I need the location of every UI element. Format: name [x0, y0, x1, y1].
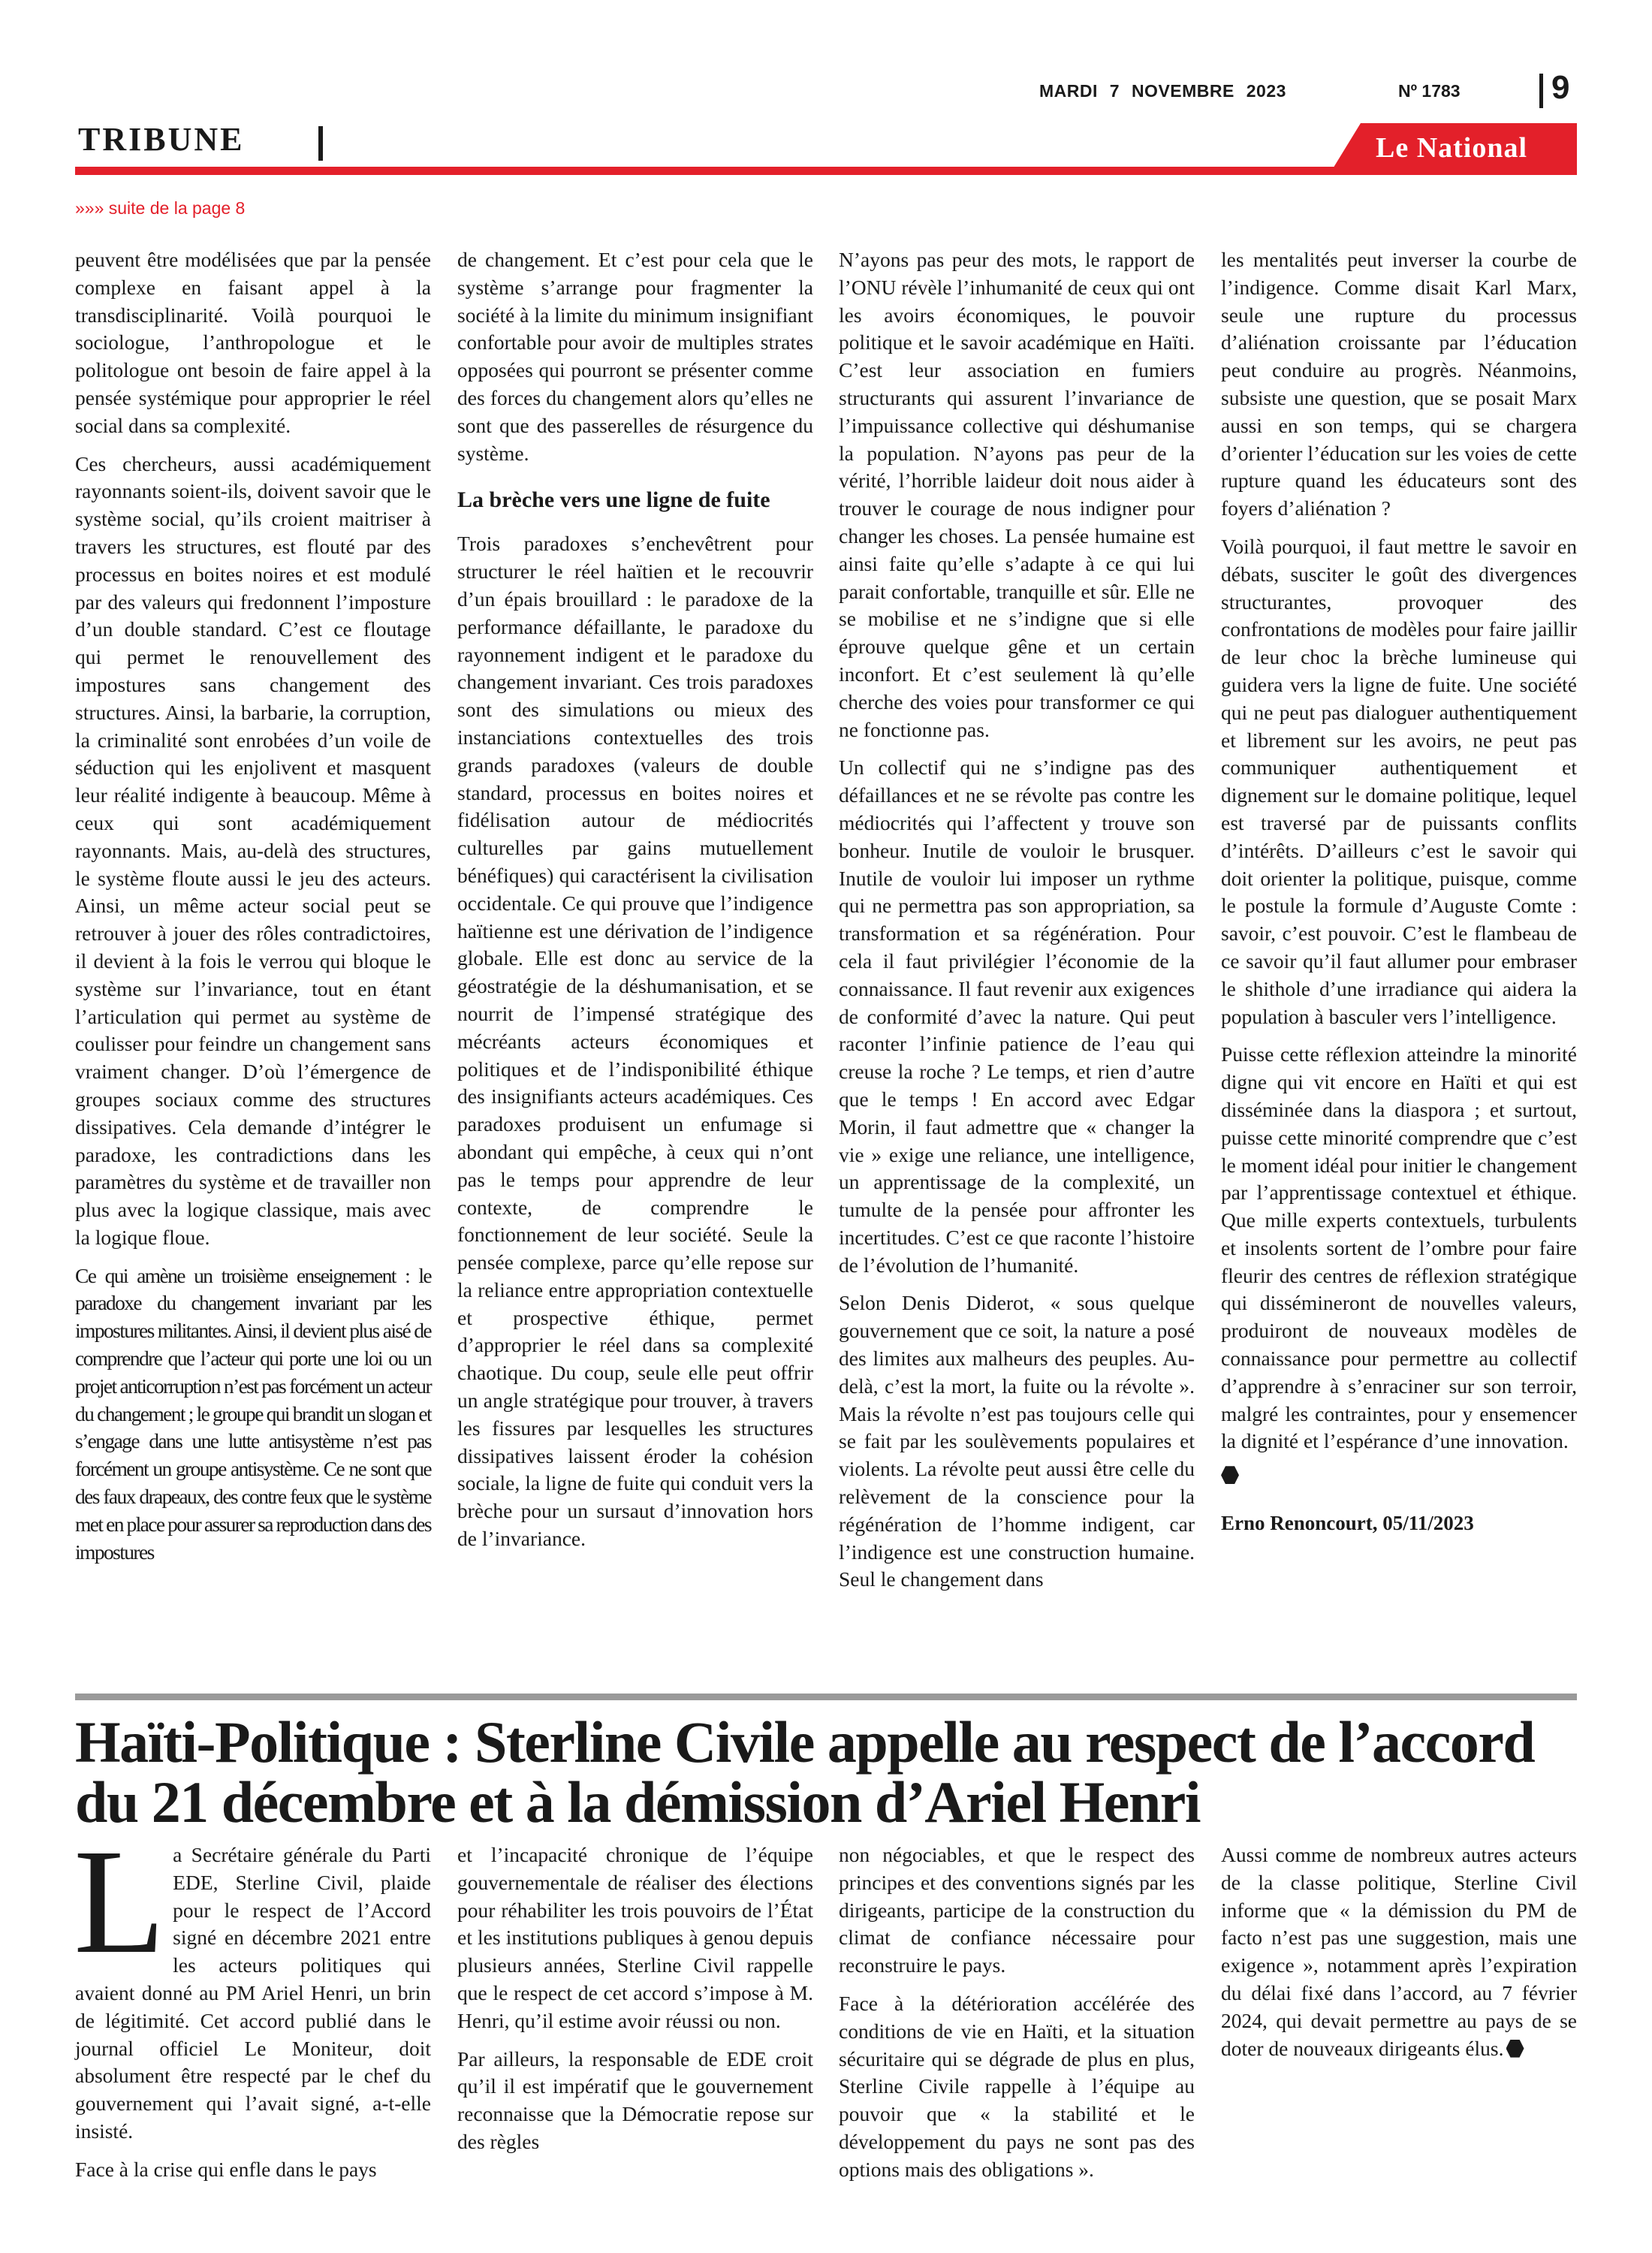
- paragraph: [74, 1819, 431, 2146]
- tribune-column-2: [457, 246, 813, 1564]
- end-of-article-icon: [1221, 1466, 1239, 1484]
- section-title: TRIBUNE: [78, 121, 245, 158]
- paragraph: Face à la crise qui enfle dans le pays: [75, 2157, 377, 2181]
- paragraph-text: a Secrétaire générale du Parti EDE, Sterline Civil, plaide pour le respect de l’Accord signé en décembre 2021 entre les acteurs politiques qui avaient donné au PM Ariel Henri, un brin de légitimité. Cet accord publié dans le journal officiel Le Moniteur, doit absolument être respecté par le chef du gouvernement qui l’avait signé, a-t-elle insisté.: [75, 1843, 431, 2143]
- paragraph: les mentalités peut inverser la courbe de l’indigence. Comme disait Karl Marx, seule une rupture du processus d’aliénation croissante par l’éducation peut conduire au progrès. Néanmoins, subsiste une question, que se posait Marx aussi en son temps, qui se chargera d’orienter l’éducation sur les voies de cette rupture quand les éducateurs sont des foyers d’aliénation ?: [1221, 248, 1577, 520]
- paragraph: et l’incapacité chronique de l’équipe gouvernementale de réaliser des élections pour réhabiliter les trois pouvoirs de l’État et les institutions publiques à genou depuis plusieurs années, Sterline Civil rappelle que le respect de cet accord s’impose à M. Henri, qu’il estime avoir réussi ou non.: [457, 1843, 813, 2032]
- paragraph: Puisse cette réflexion atteindre la minorité digne qui vit encore en Haïti et qui est disséminée dans la diaspora ; et surtout, puisse cette minorité comprendre que c’est le moment idéal pour initier le changement par l’apprentissage contextuel et éthique. Que mille experts contextuels, turbulents et insolents sortent de l’ombre pour faire fleurir des centres de réflexion stratégique qui dissémineront de nouvelles valeurs, produiront de nouveaux modèles de connaissance pour permettre au collectif d’apprendre à s’enraciner sur son terroir, malgré les contraintes, pour y ensemencer la dignité et l’espérance d’une innovation.: [1221, 1042, 1577, 1453]
- section-divider: [318, 126, 323, 161]
- paragraph: Ce qui amène un troisième enseignement : le paradoxe du changement invariant par les impostures militantes. Ainsi, il devient plus aisé de comprendre que l’acteur qui porte une loi ou un projet anticorruption n’est pas forcément un acteur du changement ; le groupe qui brandit un slogan et s’engage dans une lutte antisystème n’est pas forcément un groupe antisystème. Ce ne sont que des faux drapeaux, des contre feux que le système met en place pour assurer sa reproduction dans des impostures: [75, 1263, 431, 1564]
- paragraph: Ces chercheurs, aussi académiquement rayonnants soient-ils, doivent savoir que le système social, qu’ils croient maitriser à travers les structures, est flouté par des processus en boites noires et est modulé par des valeurs qui fredonnent l’imposture d’un double standard. C’est ce floutage qui permet le renouvellement des impostures sans changement des structures. Ainsi, la barbarie, la corruption, la criminalité sont enrobées d’un voile de séduction qui les enjolivent et masquent leur réalité indigente à beaucoup. Même à ceux qui sont académiquement rayonnants. Mais, au-delà des structures, le système floute aussi le jeu des acteurs. Ainsi, un même acteur social peut se retrouver à jouer des rôles contradictoires, il devient à la fois le verrou qui bloque le système sur l’invariance, tout en étant l’articulation qui permet au système de coulisser pour feindre un changement sans vraiment changer. D’où l’émergence de groupes sociaux comme des structures dissipatives. Cela demande d’intégrer le paradoxe, les contradictions dans les paramètres du système et de travailler non plus avec la logique classique, mais avec la logique floue.: [75, 451, 431, 1249]
- tribune-column-4: [1221, 246, 1577, 1548]
- paragraph: Selon Denis Diderot, « sous quelque gouvernement que ce soit, la nature a posé des limites aux malheurs des peuples. Au-delà, c’est la mort, la fuite ou la révolte ». Mais la révolte n’est pas toujours celle qui se fait par les soulèvements populaires et violents. La révolte peut aussi être celle du relèvement de la conscience pour la régénération de l’homme indigent, car l’indigence est une construction humaine. Seul le changement dans: [839, 1291, 1195, 1591]
- article-column-1: [74, 1819, 431, 2194]
- subheading: La brèche vers une ligne de fuite: [457, 487, 770, 513]
- article-column-3: [839, 1841, 1195, 2194]
- paragraph: N’ayons pas peur des mots, le rapport de l’ONU révèle l’inhumanité de ceux qui ont les avoirs économiques, le pouvoir politique et le savoir académique en Haïti. C’est leur association en fumiers structurants qui assurent l’invariance de l’impuissance collective qui déshumanise la population. N’ayons pas peur de la vérité, l’horrible laideur doit nous aider à trouver le courage de nous indigner pour changer les choses. La pensée humaine est ainsi faite qu’elle s’adapte à ce qui lui parait confortable, tranquille et sûr. Elle ne se mobilise et ne s’indigne que si elle éprouve quelque gêne et un certain inconfort. Et c’est seulement là qu’elle cherche des voies pour transformer ce qui ne fonctionne pas.: [839, 248, 1195, 741]
- article-separator: [75, 1694, 1577, 1700]
- newspaper-logo: Le National: [1376, 132, 1528, 164]
- end-of-article-icon: [1506, 2040, 1524, 2058]
- paragraph: peuvent être modélisées que par la pensée complexe en faisant appel à la transdisciplinarité. Voilà pourquoi le sociologue, l’anthropologue et le politologue ont besoin de faire appel à la pensée systémique pour approprier le réel social dans sa complexité.: [75, 248, 431, 437]
- paragraph: Voilà pourquoi, il faut mettre le savoir en débats, susciter le goût des divergences structurantes, provoquer des confrontations de modèles pour faire jaillir de leur choc la brèche lumineuse qui guidera vers la ligne de fuite. Une société qui ne peut pas dialoguer authentiquement et librement sur les avoirs, ne peut pas communiquer authentiquement et dignement sur le domaine politique, lequel est traversé par de puissants conflits d’intérêts. D’ailleurs c’est le savoir qui doit orienter la politique, puisque, comme le postule la formule d’Auguste Comte : savoir, c’est pouvoir. C’est le flambeau de ce savoir qu’il faut allumer pour embraser le shithole d’une irradiance qui aidera la population à basculer vers l’intelligence.: [1221, 534, 1577, 1028]
- article-column-2: [457, 1841, 813, 2167]
- paragraph-text: Aussi comme de nombreux autres acteurs de la classe politique, Sterline Civil informe que « la démission du PM de facto n’est pas une suggestion, mais une exigence », notamment après l’expiration du délai fixé dans l’accord, au 7 février 2024, qui devait permettre au pays de se doter de nouveaux dirigeants élus.: [1221, 1843, 1577, 2060]
- paragraph: non négociables, et que le respect des principes et des conventions signés par les dirigeants, participe de la construction du climat de confiance nécessaire pour reconstruire le pays.: [839, 1843, 1195, 1977]
- article-headline: Haïti-Politique : Sterline Civile appelle au respect de l’accord du 21 décembre et à la démission d’Ariel Henri: [75, 1709, 1535, 1835]
- article-column-4: [1221, 1841, 1577, 2073]
- author-byline: Erno Renoncourt, 05/11/2023: [1221, 1512, 1474, 1535]
- page-number: 9: [1551, 69, 1570, 106]
- paragraph: [1221, 1841, 1577, 2062]
- tribune-column-3: [839, 246, 1195, 1604]
- paragraph: Par ailleurs, la responsable de EDE croit qu’il il est impératif que le gouvernement reconnaisse que la Démocratie repose sur des règles: [457, 2046, 813, 2153]
- paragraph: Face à la détérioration accélérée des conditions de vie en Haïti, et la situation sécuritaire qui se dégrade de plus en plus, Sterline Civile rappelle à l’équipe au pouvoir que « la stabilité et le développement du pays ne sont pas des options mais des obligations ».: [839, 1991, 1195, 2181]
- issue-number: Nº 1783: [1398, 81, 1461, 101]
- issue-date: MARDI 7 NOVEMBRE 2023: [1039, 81, 1286, 101]
- continued-from-link[interactable]: »»» suite de la page 8: [75, 198, 246, 218]
- tribune-column-1: [75, 246, 431, 1576]
- page-number-divider: [1539, 74, 1543, 108]
- paragraph: Un collectif qui ne s’indigne pas des défaillances et ne se révolte pas contre les médiocrités qui l’affectent y trouve son bonheur. Inutile de vouloir le brusquer. Inutile de vouloir lui imposer un rythme qui ne permettra pas son appropriation, sa transformation et sa régénération. Pour cela il faut privilégier l’économie de la connaissance. Il faut revenir aux exigences de conformité d’avec la nature. Qui peut raconter l’infinie patience de l’eau qui creuse la roche ? Le temps, et rien d’autre que le temps ! En accord avec Edgar Morin, il faut admettre que « changer la vie » exige une reliance, une intelligence, un apprentissage de la complexité, un tumulte de la pensée pour affronter les incertitudes. C’est ce que raconte l’histoire de l’évolution de l’humanité.: [839, 756, 1195, 1277]
- paragraph: Trois paradoxes s’enchevêtrent pour structurer le réel haïtien et le recouvrir d’un épais brouillard : le paradoxe de la performance défaillante, le paradoxe du rayonnement indigent et le paradoxe du changement invariant. Ces trois paradoxes sont des simulations ou mieux des instanciations contextuelles des trois grands paradoxes (valeurs de double standard, processus en boites noires et fidélisation autour de médiocrités culturelles par gains mutuellement bénéfiques) qui caractérisent la civilisation occidentale. Ce qui prouve que l’indigence haïtienne est une dérivation de l’indigence globale. Elle est donc au service de la géostratégie de la déshumanisation, et se nourrit de l’impensé stratégique des mécréants acteurs économiques et politiques et de l’indisponibilité éthique des insignifiants acteurs académiques. Ces paradoxes produisent un enfumage si abondant qui empêche, à ceux qui n’ont pas le temps pour apprendre de leur contexte, de comprendre le fonctionnement de leur société. Seule la pensée complexe, parce qu’elle repose sur la reliance entre appropriation contextuelle et prospective éthique, permet d’approprier le réel dans sa complexité chaotique. Du coup, seule elle peut offrir un angle stratégique pour trouver, à travers les fissures par lesquelles les structures dissipatives laissent éroder la cohésion sociale, la ligne de fuite qui conduit vers la brèche pour un sursaut d’innovation hors de l’invariance.: [457, 532, 813, 1551]
- drop-cap: L: [74, 1819, 166, 1985]
- paragraph: de changement. Et c’est pour cela que le système s’arrange pour fragmenter la société à la limite du minimum insignifiant confortable pour avoir de multiples strates opposées qui pourront se présenter comme des forces du changement alors qu’elles ne sont que des passerelles de résurgence du système.: [457, 248, 813, 465]
